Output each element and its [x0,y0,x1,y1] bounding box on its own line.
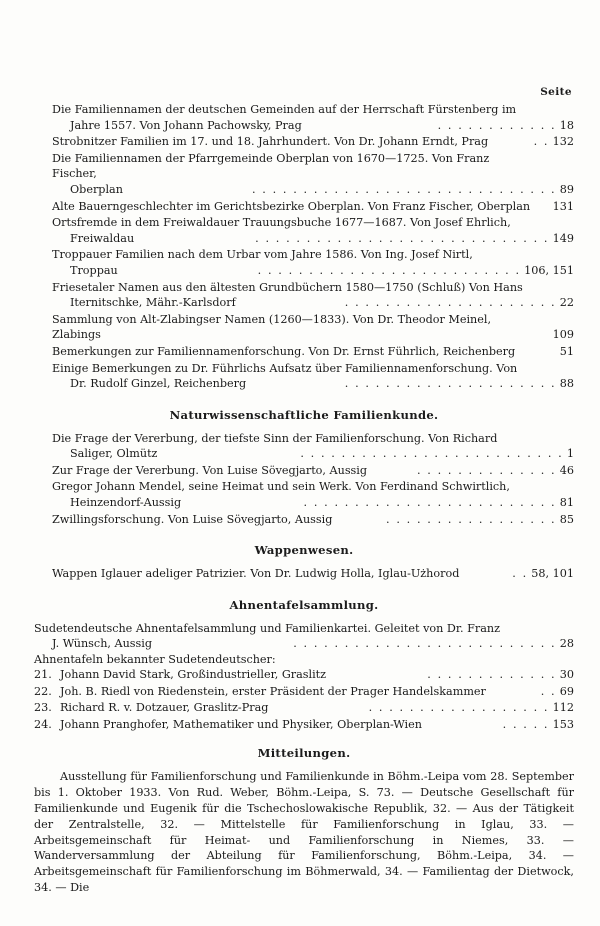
toc-entry-title: Gregor Johann Mendel, seine Heimat und sein Werk. Von Ferdinand Schwirtlich, [52,480,510,494]
toc-entry-title-cont: Freiwaldau [70,231,135,245]
toc-entry-page: . . . . . . . . . . . . 18 [437,118,574,132]
toc-entry[interactable] [34,102,574,133]
toc-entry[interactable] [34,512,574,528]
toc-entry-title-cont: Heinzendorf-Aussig [70,496,182,510]
toc-entry-title: Sudetendeutsche Ahnentafelsammlung und Familienkartei. Geleitet von Dr. Franz [34,621,500,635]
toc-entry-page: . . . . . . . . . . . . . . . . . . . . . 88 [344,377,574,391]
toc-entry[interactable] [34,280,574,311]
toc-entry[interactable] [34,344,574,360]
table-of-contents [34,86,574,896]
toc-entry-title-cont: Oberplan [70,182,123,196]
toc-entry-title: Troppauer Familien nach dem Urbar vom Jahre 1586. Von Ing. Josef Nirtl, [52,248,473,262]
toc-entry-page: . . . . . . . . . . . . . . . . . . . . . . . . . . . . . . 89 [251,182,574,196]
toc-entry-page: . . . . . 153 [502,717,574,731]
column-header-seite: Seite [540,86,572,98]
toc-entry-title: Strobnitzer Familien im 17. und 18. Jahrhundert. Von Dr. Johann Erndt, Prag [52,135,489,149]
toc-section [34,102,574,392]
toc-entry[interactable] [34,199,574,215]
toc-entry-title: Einige Bemerkungen zu Dr. Führlichs Aufsatz über Familiennamenforschung. Von [52,361,518,375]
toc-entry-page: . . 69 [540,684,574,698]
toc-entry-title: Sammlung von Alt-Zlabingser Namen (1260—1833). Von Dr. Theodor Meinel, Zlabings [52,312,492,342]
mitteilungen-paragraph [34,769,574,895]
toc-entry-number: 21. [34,668,52,682]
toc-entry-title-cont: Iternitschke, Mähr.-Karlsdorf [70,296,236,310]
toc-section [34,431,574,528]
toc-entry[interactable] [34,134,574,150]
section-heading-mitteilungen: Mitteilungen. [257,746,351,761]
toc-entry-number: 23. [34,701,52,715]
toc-entry-title: Ortsfremde in dem Freiwaldauer Trauungsbuche 1677—1687. Von Josef Ehrlich, [52,216,511,230]
toc-entry[interactable] [34,700,574,716]
toc-entry-title-cont: Saliger, Olmütz [70,447,158,461]
toc-entry-title: Joh. B. Riedl von Riedenstein, erster Präsident der Prager Handelskammer [60,684,486,698]
toc-entry-page: . . . . . . . . . . . . . . . . . . . . . . . . . . . . . 149 [255,231,574,245]
toc-entry-title: Richard R. v. Dotzauer, Graslitz-Prag [60,701,269,715]
toc-entry-title-cont: J. Wünsch, Aussig [52,637,153,651]
toc-entry-page: . . . . . . . . . . . . . 30 [427,668,574,682]
toc-entry-title-cont: Jahre 1557. Von Johann Pachowsky, Prag [70,118,302,132]
toc-entry-page: . . . . . . . . . . . . . . . . . . . . . 22 [344,296,574,310]
mitteilungen-text: Ausstellung für Familienforschung und Familienkunde in Böhm.-Leipa vom 28. September bis 1. Oktober 1933. Von Rud. Weber, Böhm.-Leipa, S. 73. — Deutsche Gesellschaft für Familienkunde und Eugenik für die Tschechoslowakische Republik, 32. — Aus der Tätigkeit der Zentralstelle, 32. — Mittelstelle für Familienforschung in Iglau, 33. — Arbeitsgemeinschaft für Heimat- und Familienforschung in Niemes, 33. — Wanderversammlung der Abteilung für Familienforschung, Böhm.-Leipa, 34. — Arbeitsgemeinschaft für Familienforschung im Böhmerwald, 34. — Familientag der Dietwock, 34. — Die [34,770,574,894]
section-heading-ahnentafelsammlung: Ahnentafelsammlung. [229,597,379,612]
toc-entry-title: Zwillingsforschung. Von Luise Sövegjarto, Aussig [52,512,333,526]
toc-entry-page: . . 58, 101 [512,567,574,581]
toc-entry-title: Die Frage der Vererbung, der tiefste Sinn der Familienforschung. Von Richard [52,431,498,445]
toc-entry[interactable] [34,361,574,392]
toc-entry-title: Zur Frage der Vererbung. Von Luise Sövegjarto, Aussig [52,463,368,477]
toc-entry-page: . . . . . . . . . . . . . . . . . . . . . . . . . . 1 [300,447,574,461]
toc-entry-number: 24. [34,717,52,731]
toc-entry-title: Johann Pranghofer, Mathematiker und Physiker, Oberplan-Wien [60,717,422,731]
toc-entry-title: Wappen Iglauer adeliger Patrizier. Von Dr. Ludwig Holla, Iglau-Użhorod [52,567,460,581]
toc-entry-title: Johann David Stark, Großindustrieller, Graslitz [60,668,327,682]
toc-entry[interactable] [34,566,574,582]
toc-entry-title: Friesetaler Namen aus den ältesten Grundbüchern 1580—1750 (Schluß) Von Hans [52,280,523,294]
toc-entry-page: 109 [552,328,574,342]
toc-entry-number: 22. [34,684,52,698]
toc-entry-title-cont: Troppau [70,263,118,277]
toc-entry[interactable] [34,215,574,246]
toc-entry[interactable] [34,684,574,700]
toc-entry-title: Die Familiennamen der deutschen Gemeinden auf der Herrschaft Fürstenberg im [52,103,517,116]
toc-entry-page: . . . . . . . . . . . . . . . . . . . . . . . . . . 28 [293,637,574,651]
toc-entry-page: 131 [552,199,574,213]
toc-entry[interactable] [34,151,574,198]
toc-entry-title: Bemerkungen zur Familiennamenforschung. Von Dr. Ernst Führlich, Reichenberg [52,344,516,358]
toc-entry-title: Die Familiennamen der Pfarrgemeinde Oberplan von 1670—1725. Von Franz Fischer, [52,151,490,181]
toc-section [34,566,574,582]
section-heading-naturwissenschaftliche-familienkunde: Naturwissenschaftliche Familienkunde. [169,407,439,422]
toc-entry[interactable] [34,247,574,278]
toc-entry-page: . . . . . . . . . . . . . . . . . 85 [386,512,574,526]
toc-entry[interactable] [34,621,574,652]
toc-entry-page: . . . . . . . . . . . . . . . . . . 112 [368,701,574,715]
subsection-label-ahnentafeln: Ahnentafeln bekannter Sudetendeutscher: [34,653,276,667]
toc-entry[interactable] [34,431,574,462]
toc-entry-page: 51 [559,344,574,358]
toc-entry-page: . . . . . . . . . . . . . . 46 [416,463,574,477]
toc-entry[interactable] [34,463,574,479]
section-heading-wappenwesen: Wappenwesen. [254,543,354,558]
toc-entry-title-cont: Dr. Rudolf Ginzel, Reichenberg [70,377,247,391]
toc-entry-page: . . 132 [533,135,574,149]
toc-entry[interactable] [34,479,574,510]
toc-entry[interactable] [34,312,574,343]
toc-section [34,621,574,733]
toc-entry-page: . . . . . . . . . . . . . . . . . . . . . . . . . . 106, 151 [257,263,574,277]
toc-entry-page: . . . . . . . . . . . . . . . . . . . . . . . . . 81 [303,496,574,510]
toc-entry[interactable] [34,667,574,683]
toc-entry[interactable] [34,717,574,733]
toc-entry-title: Alte Bauerngeschlechter im Gerichtsbezirke Oberplan. Von Franz Fischer, Oberplan [52,199,531,213]
